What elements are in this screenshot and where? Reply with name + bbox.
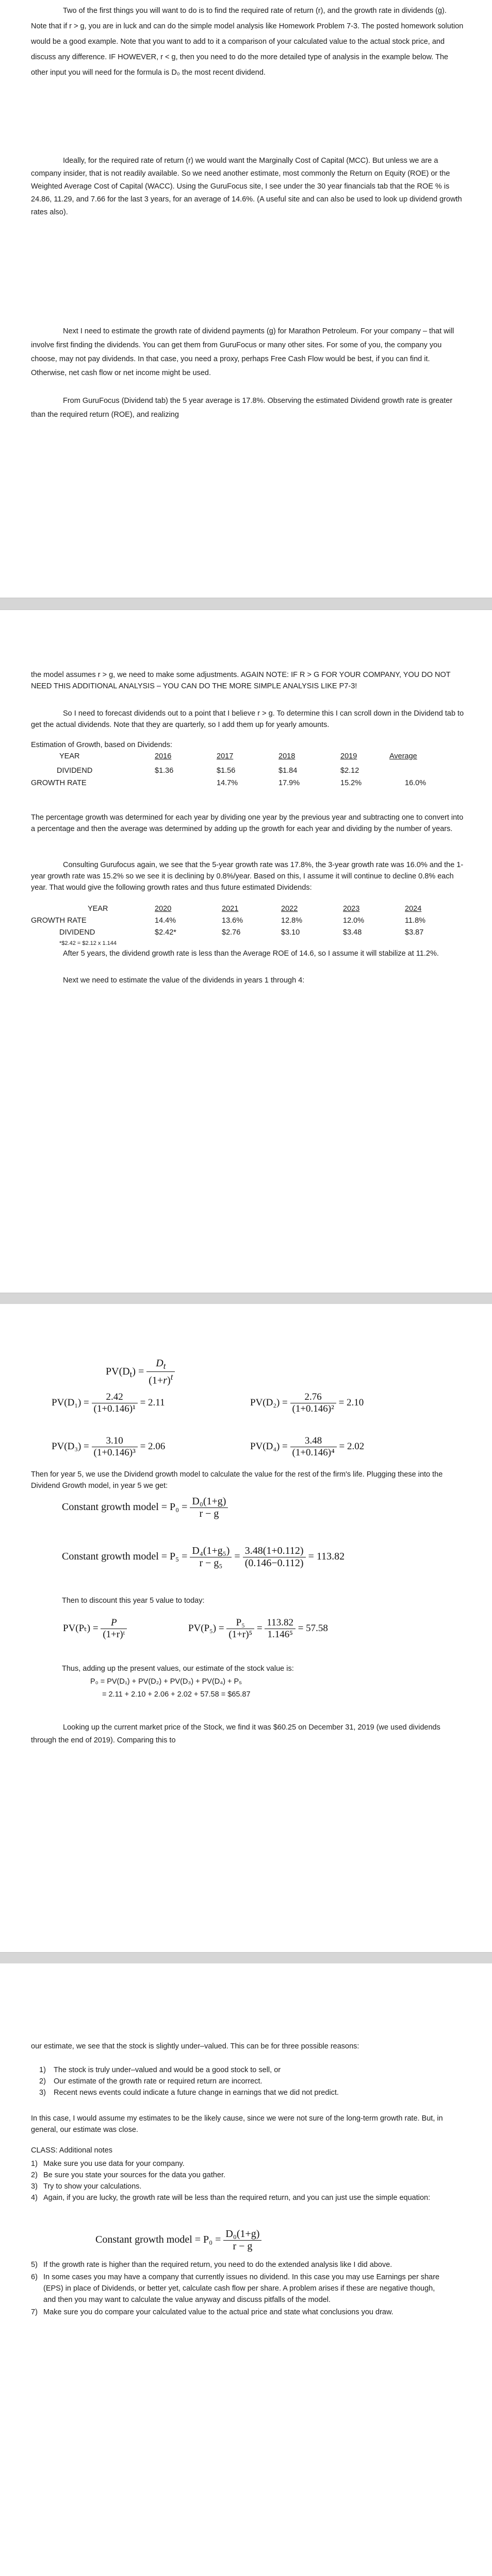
sum-caption: Thus, adding up the present values, our estimate of the stock value is: <box>62 1665 294 1673</box>
table-dividend-cell: $3.48 <box>343 928 362 937</box>
table-year-cell: Average <box>389 752 417 760</box>
table-dividend-label: DIVIDEND <box>57 767 93 775</box>
table-year-label: YEAR <box>88 905 108 913</box>
pv-p-formula: PV(Pₜ) = $\frac{P}{\text{(1+r)ᵗ}}$ <box>63 1617 127 1640</box>
discount-caption: Then to discount this year 5 value to today: <box>62 1597 205 1605</box>
table-year-cell: 2023 <box>343 905 360 913</box>
list-item: 2) Our estimate of the growth rate or required return are incorrect. <box>39 2077 263 2086</box>
table-growth-cell: 14.7% <box>217 779 238 787</box>
list-item: 2) Be sure you state your sources for the data you gather. <box>31 2171 226 2179</box>
reasons-list <box>31 2064 454 2098</box>
class-notes-list-a <box>31 2158 454 2204</box>
sum-formula-line2: = 2.11 + 2.10 + 2.06 + 2.02 + 57.58 = $65.87 <box>102 1690 251 1699</box>
constant-growth-year5-formula: Constant growth model = P₅ = $\frac{\text{D₄(1+g₅)}}{\text{r − g₅}}$ = $\frac{3.48(1+0.112)}{(0.146-0.112)}$ = 113.82 <box>62 1545 345 1569</box>
table-dividend-cell: $2.42* <box>155 928 176 937</box>
list-item: 1) Make sure you use data for your company. <box>31 2160 185 2168</box>
pv-p5-formula: PV(P₅) = $\frac{\text{P₅}}{\text{(1+r)⁵}}$ = $\frac{113.82}{\text{1.146⁵}}$ = 57.58 <box>188 1617 328 1640</box>
list-item: 7) Make sure you do compare your calculated value to the actual price and state what conclusions you draw. <box>31 2308 393 2316</box>
table-growth-cell: 15.2% <box>340 779 362 787</box>
list-item: 3) Try to show your calculations. <box>31 2182 142 2191</box>
constant-growth-formula: Constant growth model = P₀ = $\frac{\text{D₀(1+g)}}{r - g}$ <box>62 1496 228 1520</box>
stabilize-paragraph: After 5 years, the dividend growth rate is less than the Average ROE of 14.6, so I assume it will stabilize at 11.2%. <box>63 950 439 958</box>
table-growth-cell: 13.6% <box>222 917 243 925</box>
table-year-cell: 2022 <box>281 905 298 913</box>
simple-constant-growth-formula: Constant growth model = P₀ = $\frac{\text{D₀(1+g)}}{r - g}$ <box>95 2228 261 2252</box>
table-growth-cell: 12.8% <box>281 917 303 925</box>
table-growth-cell: 14.4% <box>155 917 176 925</box>
adjustment-paragraph: the model assumes r > g, we need to make some adjustments. AGAIN NOTE: IF R > G FOR YOUR COMPANY, YOU DO NOT NEED THIS ADDITIONAL ANALYSIS – YOU CAN DO THE MORE SIMPLE ANALYSIS LIKE P7-3! <box>31 671 451 690</box>
next-step-paragraph: Next we need to estimate the value of the dividends in years 1 through 4: <box>63 976 305 985</box>
list-item: 4) Again, if you are lucky, the growth rate will be less than the required return, and you can just use the simple equation: <box>31 2194 431 2202</box>
table-growth-cell: 11.8% <box>405 917 426 925</box>
table-growth-cell: 16.0% <box>405 779 427 787</box>
table-dividend-label: DIVIDEND <box>59 928 95 937</box>
intro-paragraph: Two of the first things you will want to do is to find the required rate of return (r), and the growth rate in dividends (g). Note that if r > g, you are in luck and can do the simple model analysis like Homework Problem 7-3. The posted homework solution would be a good example. Note that you want to add to it a comparison of your calculated value to the actual stock price, and discuss any difference. IF HOWEVER, r < g, then you need to do the more detailed type of analysis in the example below. The other input you will need for the formula is D₀ the most recent dividend. <box>31 7 464 77</box>
gurufocus-paragraph: From GuruFocus (Dividend tab) the 5 year average is 17.8%. Observing the estimated Dividend growth rate is greater than the required return (ROE), and realizing <box>31 397 453 419</box>
list-item: 5) If the growth rate is higher than the required return, you need to do the extended analysis like I did above. <box>31 2261 392 2269</box>
class-notes-list-b <box>31 2259 454 2318</box>
table-year-cell: 2018 <box>278 752 296 760</box>
table-dividend-cell: $3.87 <box>405 928 424 937</box>
table-growth-cell: 17.9% <box>278 779 300 787</box>
page-separator <box>0 1293 492 1305</box>
list-item: 1) The stock is truly under–valued and would be a good stock to sell, or <box>39 2066 281 2074</box>
table-dividend-cell: $2.12 <box>340 767 359 775</box>
table-growth-label: GROWTH RATE <box>31 917 87 925</box>
sum-formula-line1: P₀ = PV(D₁) + PV(D₂) + PV(D₃) + PV(D₄) + P₅ <box>90 1677 242 1686</box>
pv-d3-formula: PV(D₃) = $\frac{3.10}{\text{(1+0.146)³}}$ = 2.06 <box>52 1435 166 1458</box>
forecast-paragraph: So I need to forecast dividends out to a point that I believe r > g. To determine this I can scroll down in the Dividend tab to get the actual dividends. Note that they are quarterly, so I add them up for yearly amounts. <box>31 709 464 729</box>
class-notes-title: CLASS: Additional notes <box>31 2146 112 2155</box>
gurufocus-growth-paragraph: Consulting Gurufocus again, we see that the 5-year growth rate was 17.8%, the 3-year growth rate was 16.0% and the 1-year growth rate was 15.2% so we see it is declining by 0.8%/year. Based on this, I assume it will continue to decline 0.8% each year. That would give the following growth rates and thus future estimated Dividends: <box>31 861 464 892</box>
page-3 <box>0 1304 492 1952</box>
percentage-growth-paragraph: The percentage growth was determined for each year by dividing one year by the previous year and subtracting one to convert into a percentage and then the average was determined by adding up the growth for each year and dividing by the number of years. <box>31 814 464 833</box>
growth-estimate-paragraph: Next I need to estimate the growth rate of dividend payments (g) for Marathon Petroleum. For your company – that will involve first finding the dividends. You can get them from GuruFocus or many other sites. For some of you, the company you choose, may not pay dividends. In that case, you need a proxy, perhaps Free Cash Flow would be best, if you can find it. Otherwise, net cash flow or net income might be used. <box>31 327 454 377</box>
table-dividend-cell: $1.84 <box>278 767 298 775</box>
list-item: 3) Recent news events could indicate a future change in earnings that we did not predict. <box>39 2089 339 2097</box>
page-4 <box>0 1963 492 2576</box>
year5-paragraph: Then for year 5, we use the Dividend growth model to calculate the value for the rest of the firm's life. Plugging these into the Dividend Growth model, in year 5 we get: <box>31 1470 443 1490</box>
table-year-label: YEAR <box>59 752 80 760</box>
table-year-cell: 2019 <box>340 752 357 760</box>
table-year-cell: 2016 <box>155 752 172 760</box>
pv-general-formula: $PV(D_t)$ = $\frac{D_t}{(1+r)^t}$ <box>106 1358 175 1387</box>
table-year-cell: 2024 <box>405 905 422 913</box>
table-dividend-cell: $1.36 <box>155 767 174 775</box>
table-year-cell: 2017 <box>217 752 234 760</box>
table-dividend-cell: $3.10 <box>281 928 300 937</box>
list-item: 6) In some cases you may have a company that currently issues no dividend. In this case you may use Earnings per share (EPS) in place of Dividends, or better yet, calculate cash flow per share. A problem arises if these are negative though, and then you may want to calculate the value anyway and discuss pitfalls of the model. <box>31 2273 440 2304</box>
undervalued-paragraph: our estimate, we see that the stock is slightly under–valued. This can be for three possible reasons: <box>31 2042 359 2050</box>
required-return-paragraph: Ideally, for the required rate of return (r) we would want the Marginally Cost of Capital (MCC). But unless we are a company insider, that is not readily available. So we need another estimate, most commonly the Return on Equity (ROE) or the Weighted Average Cost of Capital (WACC). Using the GuruFocus site, I see under the 30 year financials tab that the ROE % is 24.86, 11.29, and 7.66 for the last 3 years, for an average of 14.6%. (A useful site and can also be used to look up dividend growth rates also). <box>31 157 462 216</box>
pv-d2-formula: PV(D₂) = $\frac{2.76}{\text{(1+0.146)²}}$ = 2.10 <box>250 1392 364 1414</box>
table-growth-cell: 12.0% <box>343 917 365 925</box>
pv-d4-formula: PV(D₄) = $\frac{3.48}{\text{(1+0.146)⁴}}$ = 2.02 <box>250 1435 365 1458</box>
page-separator <box>0 598 492 610</box>
table-growth-label: GROWTH RATE <box>31 779 87 787</box>
page-2 <box>0 610 492 1293</box>
table-footnote: *$2.42 = $2.12 x 1.144 <box>59 940 117 946</box>
table-year-cell: 2021 <box>222 905 239 913</box>
pv-d1-formula: PV(D₁) = $\frac{2.42}{\text{(1+0.146)¹}}$ = 2.11 <box>52 1392 165 1414</box>
table-dividend-cell: $1.56 <box>217 767 236 775</box>
table-year-cell: 2020 <box>155 905 172 913</box>
page-separator <box>0 1952 492 1964</box>
market-price-paragraph: Looking up the current market price of the Stock, we find it was $60.25 on December 31, 2019 (we used dividends through the end of 2019). Comparing this to <box>31 1723 440 1744</box>
conclusion-paragraph: In this case, I would assume my estimates to be the likely cause, since we were not sure of the long-term growth rate. But, in general, our estimate was close. <box>31 2114 443 2134</box>
growth-estimation-caption: Estimation of Growth, based on Dividends: <box>31 741 173 749</box>
table-dividend-cell: $2.76 <box>222 928 241 937</box>
page-1 <box>0 0 492 598</box>
